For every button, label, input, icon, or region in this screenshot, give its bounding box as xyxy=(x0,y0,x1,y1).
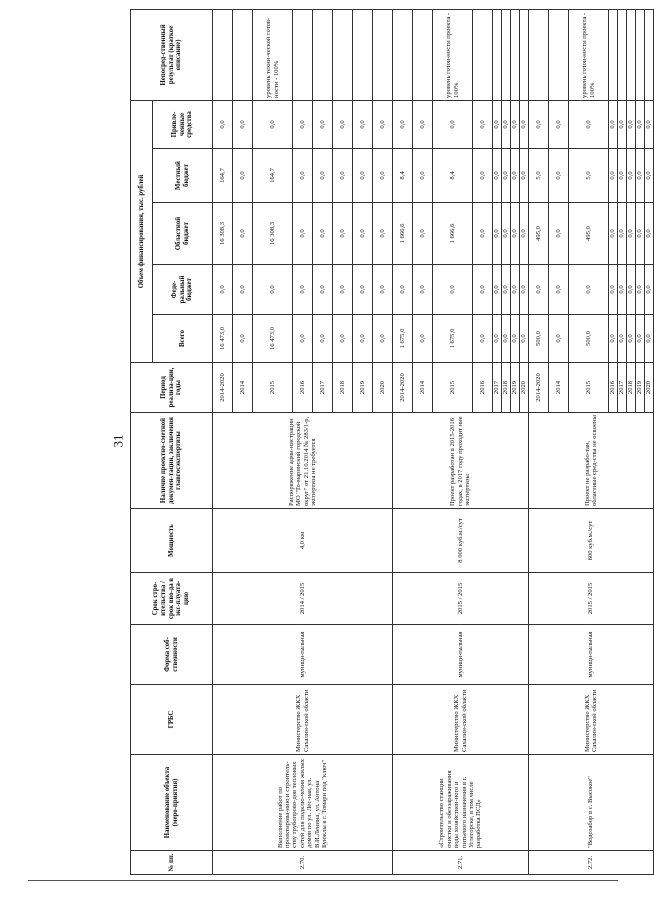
cell-result xyxy=(502,9,511,100)
object-capacity: 600 куб.м./сут xyxy=(529,509,654,573)
header-total: Всего xyxy=(153,315,213,363)
cell-result: уровень техни-ческой готов-ности - 100% xyxy=(253,9,293,100)
cell-local: 0,0 xyxy=(609,149,618,203)
object-term: 2015 / 2015 xyxy=(393,573,529,625)
cell-result xyxy=(333,9,353,100)
cell-result xyxy=(393,9,413,100)
cell-federal: 0,0 xyxy=(373,265,393,315)
page-number: 31 xyxy=(110,434,126,448)
cell-result xyxy=(413,9,433,100)
cell-regional: 495,0 xyxy=(569,203,609,265)
cell-result xyxy=(520,9,529,100)
cell-result: уровень готов-ности проекта - 100% xyxy=(569,9,609,100)
cell-total: 0,0 xyxy=(293,315,313,363)
header-num: № пп. xyxy=(131,851,213,875)
cell-period: 2014 xyxy=(413,363,433,413)
cell-regional: 0,0 xyxy=(636,203,645,265)
cell-period: 2014-2020 xyxy=(529,363,549,413)
cell-federal: 0,0 xyxy=(413,265,433,315)
cell-total: 0,0 xyxy=(413,315,433,363)
cell-result xyxy=(293,9,313,100)
cell-attracted: 0,0 xyxy=(618,100,627,148)
cell-regional: 495,0 xyxy=(529,203,549,265)
cell-local: 0,0 xyxy=(511,149,520,203)
cell-federal: 0,0 xyxy=(627,265,636,315)
object-capacity: 8 000 куб.м./сут xyxy=(393,509,529,573)
cell-period: 2018 xyxy=(502,363,511,413)
cell-local: 0,0 xyxy=(233,149,253,203)
cell-regional: 0,0 xyxy=(313,203,333,265)
cell-result xyxy=(549,9,569,100)
cell-period: 2016 xyxy=(609,363,618,413)
cell-federal: 0,0 xyxy=(253,265,293,315)
cell-period: 2020 xyxy=(373,363,393,413)
header-federal: Феде-ральный бюджет xyxy=(153,265,213,315)
cell-local: 5,0 xyxy=(529,149,549,203)
table-row xyxy=(393,9,413,874)
cell-total: 0,0 xyxy=(520,315,529,363)
cell-regional: 0,0 xyxy=(520,203,529,265)
cell-federal: 0,0 xyxy=(333,265,353,315)
object-ownership: муници-пальная xyxy=(393,625,529,685)
cell-period: 2015 xyxy=(433,363,473,413)
cell-local: 0,0 xyxy=(618,149,627,203)
header-docs: Наличие проектно-сметной докумен-тации, заключения главгосэкспертизы xyxy=(131,413,213,509)
cell-attracted: 0,0 xyxy=(373,100,393,148)
cell-total: 0,0 xyxy=(473,315,493,363)
cell-federal: 0,0 xyxy=(529,265,549,315)
cell-regional: 0,0 xyxy=(333,203,353,265)
cell-result xyxy=(636,9,645,100)
cell-federal: 0,0 xyxy=(609,265,618,315)
cell-attracted: 0,0 xyxy=(413,100,433,148)
cell-regional: 16 308,3 xyxy=(213,203,233,265)
cell-attracted: 0,0 xyxy=(511,100,520,148)
header-result: Непосред-ственный результат (краткое описание) xyxy=(131,9,213,100)
funding-table xyxy=(130,9,654,875)
cell-regional: 0,0 xyxy=(502,203,511,265)
cell-attracted: 0,0 xyxy=(627,100,636,148)
object-num: 2.70. xyxy=(213,851,393,875)
cell-period: 2017 xyxy=(618,363,627,413)
cell-period: 2017 xyxy=(493,363,502,413)
header-local: Местный бюджет xyxy=(153,149,213,203)
cell-regional: 0,0 xyxy=(645,203,654,265)
cell-total: 500,0 xyxy=(529,315,549,363)
cell-regional: 16 308,3 xyxy=(253,203,293,265)
cell-period: 2020 xyxy=(645,363,654,413)
cell-regional: 0,0 xyxy=(618,203,627,265)
cell-local: 0,0 xyxy=(293,149,313,203)
cell-total: 0,0 xyxy=(511,315,520,363)
cell-period: 2016 xyxy=(473,363,493,413)
cell-attracted: 0,0 xyxy=(433,100,473,148)
cell-federal: 0,0 xyxy=(502,265,511,315)
cell-attracted: 0,0 xyxy=(333,100,353,148)
cell-period: 2020 xyxy=(520,363,529,413)
cell-attracted: 0,0 xyxy=(313,100,333,148)
cell-local: 8,4 xyxy=(393,149,413,203)
cell-local: 164,7 xyxy=(253,149,293,203)
object-term: 2014 / 2015 xyxy=(213,573,393,625)
cell-attracted: 0,0 xyxy=(233,100,253,148)
table-row xyxy=(529,9,549,874)
bottom-rule xyxy=(28,880,618,881)
cell-federal: 0,0 xyxy=(293,265,313,315)
cell-attracted: 0,0 xyxy=(636,100,645,148)
cell-attracted: 0,0 xyxy=(569,100,609,148)
cell-local: 0,0 xyxy=(549,149,569,203)
cell-result xyxy=(373,9,393,100)
cell-regional: 0,0 xyxy=(353,203,373,265)
cell-federal: 0,0 xyxy=(393,265,413,315)
object-ownership: муници-пальная xyxy=(529,625,654,685)
cell-regional: 0,0 xyxy=(293,203,313,265)
cell-federal: 0,0 xyxy=(645,265,654,315)
cell-total: 1 675,0 xyxy=(433,315,473,363)
cell-local: 0,0 xyxy=(413,149,433,203)
cell-total: 0,0 xyxy=(333,315,353,363)
cell-federal: 0,0 xyxy=(493,265,502,315)
object-name: Выполнение работ по проектирова-нию и строитель-ству трубопрово-дов тепловых сетей для подклю-чения жилых домов по ул. Лес-ная, ул. В.И.Ленина, ул. Антона Буюклы в г. Томари под "ключ" xyxy=(213,755,393,851)
cell-federal: 0,0 xyxy=(473,265,493,315)
cell-period: 2014-2020 xyxy=(213,363,233,413)
cell-total: 0,0 xyxy=(373,315,393,363)
cell-attracted: 0,0 xyxy=(393,100,413,148)
cell-regional: 0,0 xyxy=(373,203,393,265)
cell-regional: 0,0 xyxy=(473,203,493,265)
cell-federal: 0,0 xyxy=(569,265,609,315)
cell-regional: 0,0 xyxy=(609,203,618,265)
header-capacity: Мощность xyxy=(131,509,213,573)
cell-regional: 0,0 xyxy=(233,203,253,265)
cell-attracted: 0,0 xyxy=(520,100,529,148)
cell-local: 0,0 xyxy=(520,149,529,203)
cell-regional: 1 666,6 xyxy=(433,203,473,265)
rotated-table-wrapper xyxy=(130,10,653,875)
object-num: 2.72. xyxy=(529,851,654,875)
object-capacity: 4,0 км xyxy=(213,509,393,573)
cell-local: 0,0 xyxy=(493,149,502,203)
cell-attracted: 0,0 xyxy=(253,100,293,148)
cell-total: 0,0 xyxy=(609,315,618,363)
cell-period: 2014-2020 xyxy=(393,363,413,413)
object-name: "Водозабор в с. Высокое" xyxy=(529,755,654,851)
cell-period: 2015 xyxy=(569,363,609,413)
cell-federal: 0,0 xyxy=(313,265,333,315)
cell-federal: 0,0 xyxy=(213,265,233,315)
cell-local: 0,0 xyxy=(636,149,645,203)
cell-attracted: 0,0 xyxy=(473,100,493,148)
cell-attracted: 0,0 xyxy=(549,100,569,148)
cell-attracted: 0,0 xyxy=(293,100,313,148)
cell-federal: 0,0 xyxy=(511,265,520,315)
header-grbs: ГРБС xyxy=(131,685,213,755)
cell-result xyxy=(627,9,636,100)
cell-total: 16 473,0 xyxy=(213,315,233,363)
cell-period: 2014 xyxy=(549,363,569,413)
cell-total: 0,0 xyxy=(549,315,569,363)
cell-period: 2019 xyxy=(511,363,520,413)
cell-attracted: 0,0 xyxy=(609,100,618,148)
cell-attracted: 0,0 xyxy=(493,100,502,148)
cell-attracted: 0,0 xyxy=(645,100,654,148)
cell-result xyxy=(609,9,618,100)
cell-regional: 0,0 xyxy=(493,203,502,265)
cell-attracted: 0,0 xyxy=(529,100,549,148)
object-docs: Проект не разрабо-тан, областные сред-ства не освоены xyxy=(529,413,654,509)
cell-federal: 0,0 xyxy=(433,265,473,315)
cell-result xyxy=(529,9,549,100)
cell-result xyxy=(233,9,253,100)
cell-local: 0,0 xyxy=(645,149,654,203)
cell-federal: 0,0 xyxy=(618,265,627,315)
object-docs: Распоряжение адми-нистрации МО "То-маринский городской округ" от 21.10.2014 № 283/1-р, экспертиза не требуется xyxy=(213,413,393,509)
cell-local: 0,0 xyxy=(353,149,373,203)
cell-result xyxy=(213,9,233,100)
header-ownership: Форма соб-ственности xyxy=(131,625,213,685)
cell-federal: 0,0 xyxy=(233,265,253,315)
cell-local: 0,0 xyxy=(313,149,333,203)
cell-attracted: 0,0 xyxy=(353,100,373,148)
header-attracted: Привле-ченные средства xyxy=(153,100,213,148)
header-funding-group: Объем финансирования, тыс. рублей xyxy=(131,100,153,362)
cell-total: 0,0 xyxy=(502,315,511,363)
cell-total: 0,0 xyxy=(618,315,627,363)
cell-period: 2017 xyxy=(313,363,333,413)
cell-local: 0,0 xyxy=(373,149,393,203)
cell-local: 164,7 xyxy=(213,149,233,203)
cell-total: 500,0 xyxy=(569,315,609,363)
header-term: Срок стро-ительства / срок вво-да в экс-плуата-цию xyxy=(131,573,213,625)
cell-result: уровень готов-ности проекта - 100% xyxy=(433,9,473,100)
cell-federal: 0,0 xyxy=(636,265,645,315)
object-docs: Проект разработан в 2015-2016 годах, в 2017 году проходит ние экспертизы xyxy=(393,413,529,509)
cell-local: 0,0 xyxy=(627,149,636,203)
cell-total: 0,0 xyxy=(493,315,502,363)
cell-total: 0,0 xyxy=(233,315,253,363)
cell-period: 2019 xyxy=(353,363,373,413)
object-ownership: муници-пальная xyxy=(213,625,393,685)
cell-period: 2018 xyxy=(333,363,353,413)
cell-total: 0,0 xyxy=(645,315,654,363)
cell-regional: 0,0 xyxy=(413,203,433,265)
cell-total: 0,0 xyxy=(313,315,333,363)
cell-result xyxy=(618,9,627,100)
object-term: 2015 / 2015 xyxy=(529,573,654,625)
cell-attracted: 0,0 xyxy=(502,100,511,148)
cell-federal: 0,0 xyxy=(520,265,529,315)
object-grbs: Министерство ЖКХ Сахалин-ской области xyxy=(393,685,529,755)
cell-period: 2014 xyxy=(233,363,253,413)
cell-regional: 0,0 xyxy=(549,203,569,265)
cell-attracted: 0,0 xyxy=(213,100,233,148)
object-grbs: Министерство ЖКХ Сахалин-ской области xyxy=(529,685,654,755)
cell-local: 5,0 xyxy=(569,149,609,203)
object-grbs: Министерство ЖКХ Сахалин-ской области xyxy=(213,685,393,755)
cell-result xyxy=(645,9,654,100)
cell-regional: 0,0 xyxy=(627,203,636,265)
cell-federal: 0,0 xyxy=(353,265,373,315)
cell-result xyxy=(313,9,333,100)
cell-period: 2019 xyxy=(636,363,645,413)
cell-result xyxy=(353,9,373,100)
cell-regional: 0,0 xyxy=(511,203,520,265)
cell-regional: 1 666,6 xyxy=(393,203,413,265)
document-sheet xyxy=(130,10,653,875)
cell-local: 0,0 xyxy=(473,149,493,203)
cell-total: 0,0 xyxy=(636,315,645,363)
cell-federal: 0,0 xyxy=(549,265,569,315)
object-num: 2.71. xyxy=(393,851,529,875)
table-row xyxy=(213,9,233,874)
cell-local: 0,0 xyxy=(333,149,353,203)
object-name: «Строительство станции очистки и обеззараживания воды хозяйствен-ного и питьевого назначения в г. Углегорске, в том числе разработка ПСД» xyxy=(393,755,529,851)
cell-result xyxy=(493,9,502,100)
cell-result xyxy=(511,9,520,100)
cell-local: 8,4 xyxy=(433,149,473,203)
cell-result xyxy=(473,9,493,100)
cell-total: 0,0 xyxy=(353,315,373,363)
cell-period: 2016 xyxy=(293,363,313,413)
cell-period: 2015 xyxy=(253,363,293,413)
header-row-top xyxy=(131,9,153,874)
cell-total: 1 675,0 xyxy=(393,315,413,363)
cell-total: 16 473,0 xyxy=(253,315,293,363)
header-regional: Областной бюджет xyxy=(153,203,213,265)
cell-period: 2018 xyxy=(627,363,636,413)
header-name: Наименование объекта (меро-приятия) xyxy=(131,755,213,851)
cell-total: 0,0 xyxy=(627,315,636,363)
header-period: Период реализа-ции, годы xyxy=(131,363,213,413)
table-body xyxy=(213,9,654,874)
cell-local: 0,0 xyxy=(502,149,511,203)
